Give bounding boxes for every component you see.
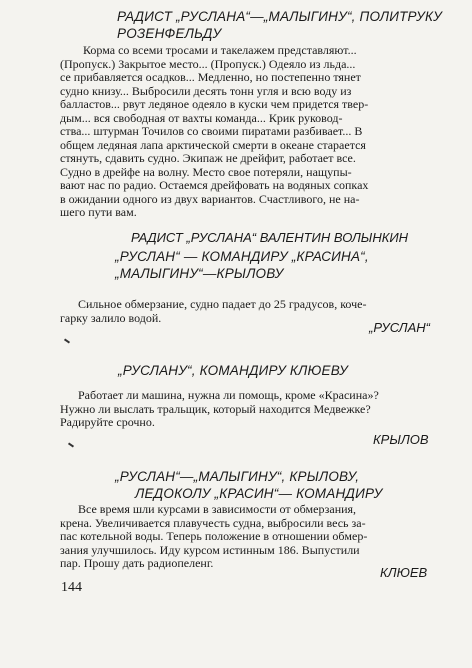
body-line: Все время шли курсами в зависимости от обмерзания, — [78, 502, 357, 516]
body-line: (Пропуск.) Закрытое место... (Пропуск.) Одеяло из льда... — [60, 56, 356, 71]
body-line: Судно в дрейфе на волну. Место свое потеряли, нащупы- — [60, 164, 352, 179]
body-line: пас котельной воды. Теперь положение в отношении обмер- — [60, 529, 368, 543]
body-line: вают нас по радио. Остаемся дрейфовать на водяных сопках — [60, 178, 369, 192]
body-line: в ожидании одного из двух вариантов. Счастливого, не на- — [60, 191, 360, 206]
body-line: Корма со всеми тросами и такелажем представляют... — [83, 43, 357, 57]
section3-heading-line: „РУСЛАНУ“, КОМАНДИРУ КЛЮЕВУ — [118, 363, 348, 378]
page-number: 144 — [61, 580, 82, 595]
section1-heading — [117, 8, 442, 42]
section2-heading — [115, 248, 369, 282]
section2-heading-line: „МАЛЫГИНУ“—КРЫЛОВУ — [115, 266, 284, 281]
section4-signature: КЛЮЕВ — [380, 565, 428, 580]
print-mark — [64, 338, 70, 343]
body-line: ства... штурман Точилов со своими пиратами разбивает... В — [60, 124, 363, 138]
body-line: судно книзу... Выбросили десять тонн угля и всю воду из — [60, 83, 352, 98]
body-line: се прибавляется осадков... Медленно, но постепенно тянет — [60, 70, 361, 84]
section3-body — [60, 389, 430, 430]
section4-body — [60, 503, 430, 571]
body-line: Сильное обмерзание, судно падает до 25 градусов, коче- — [78, 297, 367, 311]
section2-heading-line: „РУСЛАН“ — КОМАНДИРУ „КРАСИНА“, — [115, 249, 369, 264]
body-line: балластов... рвут ледяное одеяло в куски чем придется твер- — [60, 97, 369, 111]
body-line: Работает ли машина, нужна ли помощь, кроме «Красина»? — [78, 388, 379, 402]
body-line: Нужно ли выслать тральщик, который находится Медвежке? — [60, 401, 371, 416]
section4-heading-line: „РУСЛАН“—„МАЛЫГИНУ“, КРЫЛОВУ, — [115, 469, 360, 484]
body-line: дым... вся свободная от вахты команда... Крик руковод- — [60, 110, 343, 125]
body-line: стянуть, сдавить судно. Экипаж не дрейфит, работает все. — [60, 151, 356, 165]
section1-signature: РАДИСТ „РУСЛАНА“ ВАЛЕНТИН ВОЛЫНКИН — [131, 230, 409, 245]
section1-heading-line: РОЗЕНФЕЛЬДУ — [117, 26, 222, 41]
body-line: гарку залило водой. — [60, 310, 162, 325]
section2-signature: „РУСЛАН“ — [369, 320, 430, 335]
section3-signature: КРЫЛОВ — [373, 432, 429, 447]
section4-heading — [115, 468, 382, 502]
body-line: Радируйте срочно. — [60, 415, 155, 429]
section1-body — [60, 44, 430, 220]
section4-heading-line: ЛЕДОКОЛУ „КРАСИН“— КОМАНДИРУ — [135, 486, 383, 501]
body-line: общем ледяная лапа арктической смерти в океане старается — [60, 137, 366, 152]
body-line: зания улучшилось. Иду курсом истинным 186. Выпустили — [60, 542, 360, 557]
body-line: шего пути вам. — [60, 205, 137, 219]
body-line: пар. Прошу дать радиопеленг. — [60, 556, 214, 570]
section1-heading-line: РАДИСТ „РУСЛАНА“—„МАЛЫГИНУ“, ПОЛИТРУКУ — [117, 9, 442, 24]
body-line: крена. Увеличивается плавучесть судна, выбросили весь за- — [60, 515, 366, 530]
print-mark — [68, 442, 74, 447]
section3-heading — [118, 362, 348, 379]
